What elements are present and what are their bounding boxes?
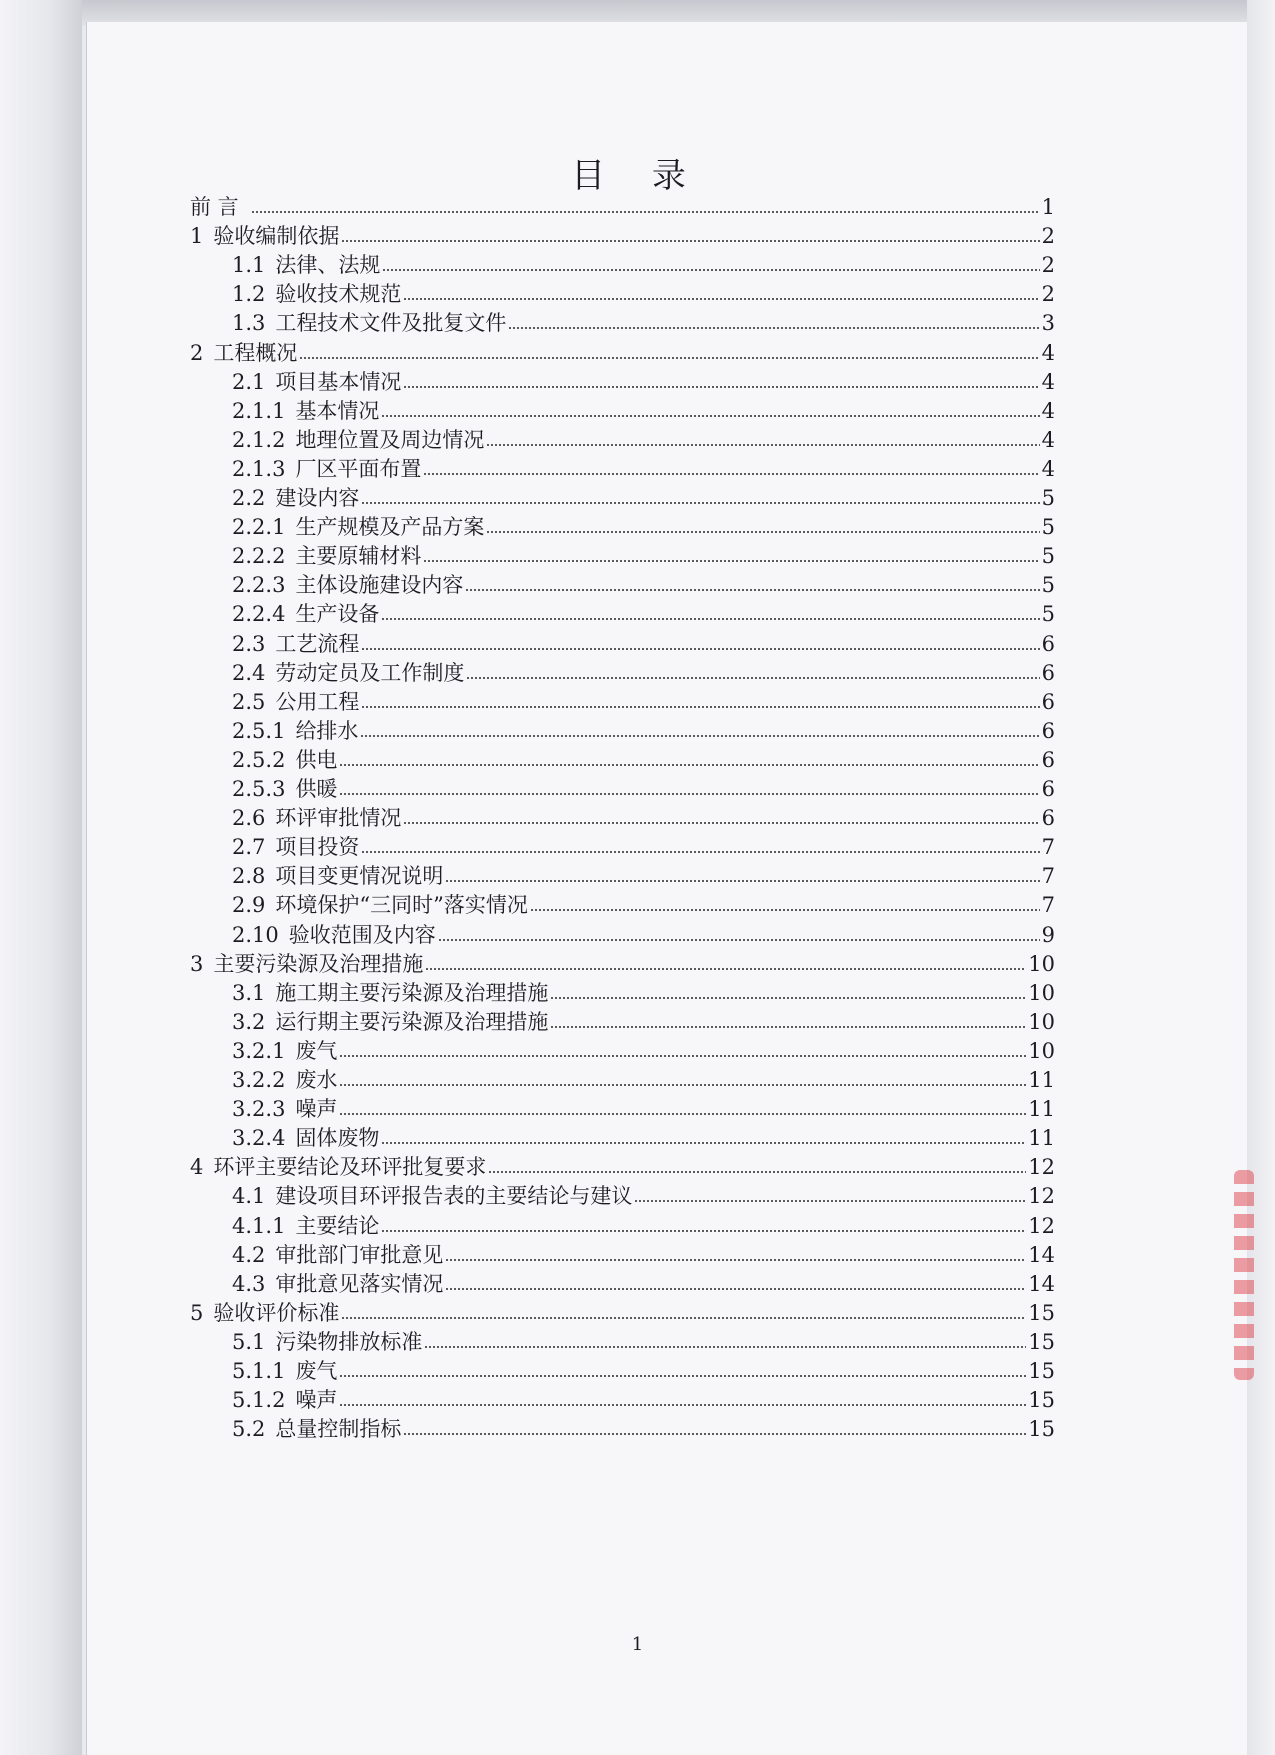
toc-entry-number: 2.2.1 (232, 515, 286, 540)
toc-entry-page: 6 (1041, 689, 1055, 714)
toc-entry-page: 10 (1028, 980, 1055, 1005)
toc-entry-number: 4 (190, 1155, 204, 1180)
toc-entry-label (232, 1183, 632, 1209)
toc-entry-text: 公用工程 (275, 689, 360, 714)
toc-leader-dots (465, 588, 1039, 592)
toc-entry-text: 生产设备 (295, 602, 380, 627)
toc-entry[interactable] (232, 1267, 1055, 1297)
toc-leader-dots (361, 705, 1039, 709)
toc-leader-dots (382, 268, 1039, 272)
toc-entry-text: 验收评价标准 (213, 1300, 340, 1325)
toc-entry[interactable] (232, 1092, 1055, 1122)
toc-entry-page: 1 (1041, 195, 1055, 219)
toc-entry-text: 主要污染源及治理措施 (213, 951, 424, 976)
page-title: 目 录 (571, 156, 704, 196)
toc-entry-page: 10 (1028, 951, 1055, 976)
toc-entry[interactable] (232, 976, 1055, 1006)
toc-entry-label (232, 1213, 379, 1239)
toc-entry-page: 6 (1041, 806, 1055, 831)
toc-leader-dots (299, 356, 1039, 360)
toc-leader-dots (466, 676, 1039, 680)
toc-entry-page: 12 (1028, 1213, 1055, 1238)
toc-leader-dots (381, 414, 1039, 418)
toc-entry-text: 给排水 (295, 718, 359, 743)
toc-entry[interactable] (232, 1325, 1055, 1355)
toc-entry[interactable] (232, 452, 1055, 482)
toc-entry-text: 项目投资 (275, 835, 360, 860)
toc-entry-text: 废气 (295, 1359, 338, 1383)
toc-entry-page: 15 (1028, 1359, 1055, 1383)
toc-entry-label (232, 980, 548, 1006)
toc-entry-page: 4 (1041, 369, 1055, 394)
toc-entry-number: 2.1.1 (232, 398, 286, 423)
toc-entry-number: 1.3 (232, 311, 266, 336)
toc-entry-label (190, 223, 339, 249)
toc-entry[interactable] (232, 743, 1055, 773)
toc-entry[interactable] (232, 597, 1055, 627)
toc-entry-number: 2.1.3 (232, 456, 286, 481)
toc-entry-text: 验收范围及内容 (288, 922, 436, 947)
toc-entry[interactable] (232, 888, 1055, 918)
toc-entry-label (232, 631, 359, 657)
toc-entry[interactable] (232, 685, 1055, 715)
toc-leader-dots (445, 879, 1039, 883)
toc-entry-label (232, 1009, 548, 1035)
toc-entry-text: 工艺流程 (275, 631, 360, 656)
toc-entry-label (232, 1416, 401, 1442)
toc-entry-number: 2.6 (232, 806, 266, 831)
toc-leader-dots (486, 443, 1039, 447)
toc-leader-dots (339, 1054, 1026, 1058)
toc-entry-text: 主要原辅材料 (295, 544, 422, 569)
toc-entry-text: 基本情况 (295, 398, 380, 423)
toc-entry[interactable] (190, 190, 1055, 220)
toc-leader-dots (445, 1287, 1026, 1291)
toc-entry-page: 15 (1028, 1388, 1055, 1413)
toc-leader-dots (361, 850, 1039, 854)
toc-entry-label (232, 456, 421, 482)
toc-leader-dots (403, 821, 1039, 825)
toc-entry-label (190, 951, 423, 977)
toc-entry-text: 废气 (295, 1038, 338, 1063)
toc-entry[interactable] (232, 714, 1055, 744)
toc-entry-page: 10 (1028, 1009, 1055, 1034)
toc-entry-page: 7 (1041, 893, 1055, 918)
toc-entry-text: 地理位置及周边情况 (295, 427, 485, 452)
toc-entry-label (232, 1067, 337, 1093)
toc-entry[interactable] (232, 481, 1055, 511)
toc-entry[interactable] (190, 1150, 1055, 1180)
toc-entry-page: 6 (1041, 777, 1055, 801)
toc-entry-page: 14 (1028, 1271, 1055, 1296)
toc-entry-page: 6 (1041, 718, 1055, 743)
toc-entry-label (232, 776, 337, 802)
toc-entry-page: 10 (1028, 1038, 1055, 1063)
toc-entry-label (232, 805, 401, 831)
toc-leader-dots (403, 1432, 1026, 1436)
toc-leader-dots (339, 763, 1039, 767)
toc-entry-number: 2 (190, 340, 204, 365)
toc-entry[interactable] (232, 656, 1055, 686)
toc-entry[interactable] (232, 627, 1055, 657)
toc-leader-dots (445, 1258, 1026, 1262)
toc-entry-page: 4 (1041, 340, 1055, 365)
toc-entry-page: 6 (1041, 631, 1055, 656)
toc-entry-text: 主要结论 (295, 1213, 380, 1238)
toc-entry-page: 12 (1028, 1184, 1055, 1209)
toc-entry-text: 运行期主要污染源及治理措施 (275, 1009, 549, 1034)
toc-entry-number: 5.1.1 (232, 1359, 286, 1383)
toc-entry-label (232, 660, 464, 686)
toc-entry-number: 5.2 (232, 1417, 266, 1442)
toc-leader-dots (339, 1083, 1026, 1087)
toc-entry-label (232, 1125, 379, 1151)
toc-leader-dots (486, 530, 1039, 534)
toc-entry-number: 2.3 (232, 631, 266, 656)
toc-entry-page: 15 (1028, 1417, 1055, 1442)
toc-entry[interactable] (232, 772, 1055, 802)
toc-leader-dots (251, 210, 1040, 214)
toc-entry-text: 审批部门审批意见 (275, 1242, 444, 1267)
toc-entry-number: 3.1 (232, 980, 266, 1005)
toc-entry-label (190, 194, 249, 220)
toc-entry-label (232, 514, 484, 540)
toc-entry-page: 5 (1041, 573, 1055, 598)
toc-entry-label (232, 892, 528, 918)
toc-entry-text: 主体设施建设内容 (295, 573, 464, 598)
toc-entry-label (232, 252, 380, 278)
toc-entry-text: 验收技术规范 (275, 282, 402, 307)
toc-entry-label (232, 747, 337, 773)
toc-entry-page: 12 (1028, 1155, 1055, 1180)
toc-entry-number: 1 (190, 224, 204, 249)
toc-entry-label (232, 689, 359, 715)
toc-entry-label (232, 1387, 337, 1413)
toc-leader-dots (360, 734, 1039, 738)
toc-entry-label (232, 281, 401, 307)
toc-entry-page: 5 (1041, 486, 1055, 510)
toc-entry-page: 4 (1041, 427, 1055, 452)
toc-entry-label (232, 922, 436, 948)
toc-entry[interactable] (232, 568, 1055, 598)
toc-entry-label (232, 1358, 337, 1384)
toc-entry[interactable] (232, 859, 1055, 889)
toc-entry-text: 建设项目环评报告表的主要结论与建议 (275, 1184, 633, 1209)
toc-entry-label (232, 1329, 422, 1355)
toc-entry-number: 4.2 (232, 1242, 266, 1267)
toc-entry-page: 7 (1041, 835, 1055, 860)
toc-entry[interactable] (232, 1034, 1055, 1064)
toc-entry-number: 2.1 (232, 369, 266, 394)
toc-entry-page: 7 (1041, 864, 1055, 889)
toc-entry-text: 施工期主要污染源及治理措施 (275, 980, 549, 1005)
toc-entry[interactable] (232, 1005, 1055, 1035)
toc-entry-text: 环评主要结论及环评批复要求 (213, 1155, 487, 1180)
toc-leader-dots (403, 297, 1039, 301)
toc-entry-text: 工程技术文件及批复文件 (275, 311, 507, 336)
toc-entry-number: 4.3 (232, 1271, 266, 1296)
toc-entry-page: 2 (1041, 253, 1055, 278)
toc-entry[interactable] (232, 1121, 1055, 1151)
toc-entry-page: 11 (1028, 1097, 1055, 1122)
toc-entry-page: 6 (1041, 660, 1055, 685)
toc-leader-dots (361, 647, 1039, 651)
toc-leader-dots (550, 1025, 1026, 1029)
toc-leader-dots (424, 1345, 1026, 1349)
toc-entry-label (232, 601, 379, 627)
toc-entry-number: 3.2.3 (232, 1097, 286, 1122)
toc-entry-number: 3.2 (232, 1009, 266, 1034)
toc-leader-dots (634, 1199, 1026, 1203)
toc-entry-page: 2 (1041, 282, 1055, 307)
toc-entry[interactable] (232, 1179, 1055, 1209)
toc-entry-label (232, 718, 358, 744)
toc-leader-dots (339, 792, 1039, 796)
toc-entry-label (232, 572, 463, 598)
toc-entry-text: 建设内容 (275, 486, 360, 510)
toc-leader-dots (508, 326, 1039, 330)
toc-entry-number: 5.1 (232, 1329, 266, 1354)
toc-leader-dots (339, 1403, 1026, 1407)
toc-entry-text: 项目变更情况说明 (275, 864, 444, 889)
toc-leader-dots (488, 1170, 1026, 1174)
toc-entry[interactable] (190, 336, 1055, 366)
toc-entry-number: 2.10 (232, 922, 279, 947)
toc-entry-page: 4 (1041, 398, 1055, 423)
toc-leader-dots (381, 1229, 1026, 1233)
toc-entry-page: 15 (1028, 1300, 1055, 1325)
toc-entry-text: 废水 (295, 1068, 338, 1092)
toc-entry-number: 1.2 (232, 282, 266, 307)
toc-entry-text: 固体废物 (295, 1126, 380, 1151)
toc-entry-number: 5.1.2 (232, 1388, 286, 1413)
toc-entry-text: 环境保护“三同时”落实情况 (275, 893, 528, 918)
toc-entry[interactable] (232, 918, 1055, 948)
toc-leader-dots (550, 996, 1026, 1000)
toc-entry-page: 14 (1028, 1242, 1055, 1267)
red-seal-stamp (1234, 1170, 1254, 1380)
toc-entry-number: 2.5.3 (232, 777, 286, 801)
toc-entry-text: 厂区平面布置 (295, 456, 422, 481)
toc-entry-number: 3.2.4 (232, 1126, 286, 1151)
toc-entry-text: 供电 (295, 747, 338, 772)
toc-entry-number: 5 (190, 1300, 204, 1325)
toc-entry-text: 项目基本情况 (275, 369, 402, 394)
toc-entry-label (232, 1096, 337, 1122)
toc-entry[interactable] (232, 1412, 1055, 1442)
toc-entry-label (232, 1271, 443, 1297)
toc-entry-text: 环评审批情况 (275, 806, 402, 831)
toc-entry[interactable] (232, 830, 1055, 860)
toc-leader-dots (403, 385, 1039, 389)
toc-entry-number: 1.1 (232, 253, 266, 278)
toc-entry[interactable] (190, 947, 1055, 977)
toc-entry[interactable] (232, 539, 1055, 569)
toc-entry-number: 2.4 (232, 660, 266, 685)
toc-entry-label (232, 398, 379, 424)
toc-entry-label (232, 834, 359, 860)
toc-entry-page: 5 (1041, 515, 1055, 540)
toc-leader-dots (438, 938, 1040, 942)
toc-entry-number: 前 言 (190, 195, 239, 219)
scan-right-edge (1247, 0, 1275, 1755)
toc-entry-number: 3.2.2 (232, 1068, 286, 1092)
toc-entry-text: 噪声 (295, 1097, 338, 1122)
toc-entry-label (232, 543, 421, 569)
toc-entry-text: 验收编制依据 (213, 224, 340, 249)
toc-entry[interactable] (232, 1209, 1055, 1239)
toc-entry-page: 9 (1041, 922, 1055, 947)
toc-entry-number: 2.8 (232, 864, 266, 889)
toc-leader-dots (339, 1112, 1026, 1116)
toc-entry-number: 4.1.1 (232, 1213, 286, 1238)
toc-entry-page: 5 (1041, 544, 1055, 569)
toc-entry-text: 审批意见落实情况 (275, 1271, 444, 1296)
toc-entry[interactable] (232, 248, 1055, 278)
toc-entry-number: 2.5.2 (232, 747, 286, 772)
toc-entry[interactable] (232, 1063, 1055, 1093)
toc-entry-label (232, 310, 506, 336)
toc-entry-page: 5 (1041, 602, 1055, 627)
toc-entry[interactable] (232, 365, 1055, 395)
toc-entry-text: 劳动定员及工作制度 (275, 660, 465, 685)
toc-entry-label (232, 427, 484, 453)
toc-entry-label (190, 1300, 339, 1326)
toc-entry-number: 2.2.2 (232, 544, 286, 569)
toc-entry-page: 15 (1028, 1329, 1055, 1354)
toc-entry-label (232, 1038, 337, 1064)
toc-entry-page: 2 (1041, 224, 1055, 249)
toc-entry[interactable] (232, 277, 1055, 307)
toc-entry-number: 2.5.1 (232, 718, 286, 743)
toc-entry[interactable] (232, 394, 1055, 424)
toc-entry-label (190, 1154, 486, 1180)
toc-entry[interactable] (232, 510, 1055, 540)
toc-entry-page: 3 (1041, 311, 1055, 336)
toc-entry-text: 法律、法规 (275, 253, 381, 278)
toc-leader-dots (425, 967, 1026, 971)
toc-entry-text: 噪声 (295, 1388, 338, 1413)
toc-leader-dots (341, 239, 1039, 243)
scan-left-edge (0, 0, 82, 1755)
toc-leader-dots (530, 908, 1040, 912)
toc-leader-dots (381, 617, 1039, 621)
toc-entry-page: 6 (1041, 747, 1055, 772)
toc-entry-number: 2.2.3 (232, 573, 286, 598)
toc-entry-label (190, 340, 297, 366)
toc-leader-dots (341, 1316, 1026, 1320)
toc-entry-page: 4 (1041, 456, 1055, 481)
toc-leader-dots (381, 1141, 1026, 1145)
toc-entry-number: 3 (190, 951, 204, 976)
toc-entry-number: 2.9 (232, 893, 266, 918)
toc-entry[interactable] (232, 1354, 1055, 1384)
toc-entry-number: 2.2.4 (232, 602, 286, 627)
toc-entry[interactable] (232, 1383, 1055, 1413)
toc-entry-text: 污染物排放标准 (275, 1329, 423, 1354)
toc-entry-number: 2.2 (232, 486, 266, 510)
toc-entry-label (232, 485, 359, 511)
page-number: 1 (631, 1634, 644, 1655)
toc-leader-dots (361, 501, 1039, 505)
toc-entry-number: 4.1 (232, 1184, 266, 1209)
toc-entry[interactable] (232, 801, 1055, 831)
toc-entry[interactable] (232, 1238, 1055, 1268)
toc-entry-text: 生产规模及产品方案 (295, 515, 485, 540)
toc-entry[interactable] (190, 219, 1055, 249)
toc-entry-page: 11 (1028, 1126, 1055, 1151)
toc-entry-text: 供暖 (295, 777, 338, 801)
toc-entry[interactable] (232, 306, 1055, 336)
toc-entry-label (232, 863, 443, 889)
toc-leader-dots (423, 472, 1039, 476)
toc-entry-text: 工程概况 (213, 340, 298, 365)
toc-entry[interactable] (190, 1296, 1055, 1326)
toc-entry-number: 3.2.1 (232, 1038, 286, 1063)
toc-entry-text: 总量控制指标 (275, 1417, 402, 1442)
toc-entry-label (232, 1242, 443, 1268)
toc-entry[interactable] (232, 423, 1055, 453)
toc-entry-number: 2.1.2 (232, 427, 286, 452)
toc-entry-number: 2.5 (232, 689, 266, 714)
toc-entry-label (232, 369, 401, 395)
toc-entry-number: 2.7 (232, 835, 266, 860)
toc-entry-page: 11 (1028, 1068, 1055, 1092)
toc-leader-dots (423, 559, 1039, 563)
toc-leader-dots (339, 1374, 1026, 1378)
